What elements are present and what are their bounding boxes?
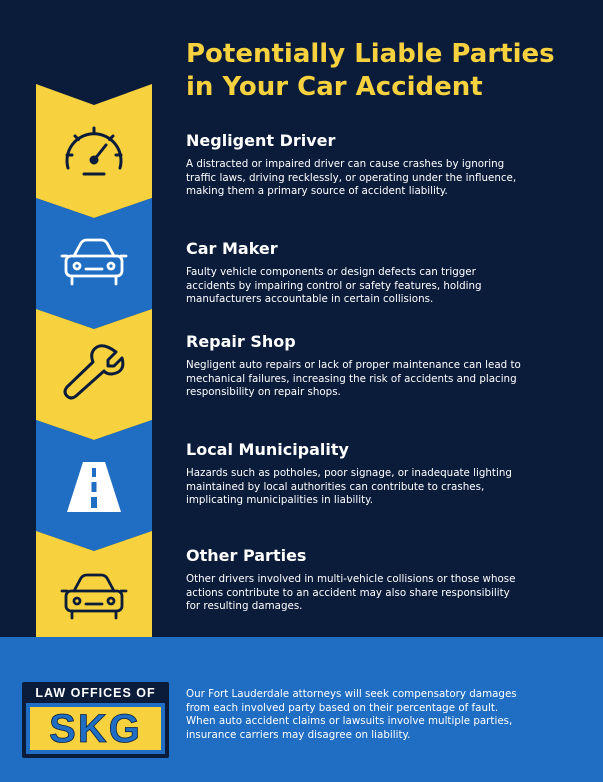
item-line: actions contribute to an accident may also share responsibility	[186, 586, 510, 599]
item-repair-shop	[186, 332, 586, 400]
item-heading: Car Maker	[186, 239, 278, 258]
item-heading: Repair Shop	[186, 332, 296, 351]
item-line: Negligent auto repairs or lack of proper maintenance can lead to	[186, 359, 521, 371]
footer-line: insurance carriers may disagree on liability.	[186, 728, 411, 741]
item-heading: Other Parties	[186, 546, 307, 565]
page-title	[186, 38, 586, 104]
logo-main-text: SKG	[49, 707, 142, 751]
page-title-line2: in Your Car Accident	[186, 72, 483, 102]
item-line: mechanical failures, increasing the risk of accidents and placing	[186, 372, 517, 385]
footer-line: from each involved party based on their percentage of fault.	[186, 701, 499, 714]
footer-line: Our Fort Lauderdale attorneys will seek compensatory damages	[186, 688, 517, 700]
item-line: for resulting damages.	[186, 600, 303, 612]
logo-top-text: LAW OFFICES OF	[35, 686, 156, 700]
item-line: A distracted or impaired driver can cause crashes by ignoring	[186, 158, 505, 170]
page-title-line1: Potentially Liable Parties	[186, 39, 555, 69]
footer-line: When auto accident claims or lawsuits involve multiple parties,	[186, 715, 513, 727]
chevron-1	[36, 84, 152, 218]
item-description	[186, 573, 586, 614]
item-description	[186, 467, 586, 508]
item-line: maintained by local authorities can contribute to crashes,	[186, 480, 485, 493]
item-description	[186, 266, 586, 307]
item-line: Hazards such as potholes, poor signage, or inadequate lighting	[186, 467, 512, 479]
item-other-parties	[186, 546, 586, 614]
item-line: traffic laws, driving recklessly, or operating under the influence,	[186, 171, 517, 184]
item-negligent-driver	[186, 131, 586, 199]
item-line: responsibility on repair shops.	[186, 386, 341, 398]
item-car-maker	[186, 239, 586, 307]
item-local-municipality	[186, 440, 586, 508]
item-line: manufacturers accountable in certain collisions.	[186, 293, 434, 305]
item-line: making them a primary source of accident liability.	[186, 185, 448, 197]
item-line: Other drivers involved in multi-vehicle collisions or those whose	[186, 573, 516, 585]
skg-logo	[22, 682, 169, 758]
item-heading: Negligent Driver	[186, 131, 336, 150]
item-description	[186, 158, 586, 199]
footer-text	[186, 688, 586, 742]
item-line: Faulty vehicle components or design defects can trigger	[186, 266, 476, 278]
item-line: accidents by impairing control or safety features, holding	[186, 279, 482, 292]
item-heading: Local Municipality	[186, 440, 349, 459]
item-description	[186, 359, 586, 400]
item-line: implicating municipalities in liability.	[186, 494, 374, 506]
